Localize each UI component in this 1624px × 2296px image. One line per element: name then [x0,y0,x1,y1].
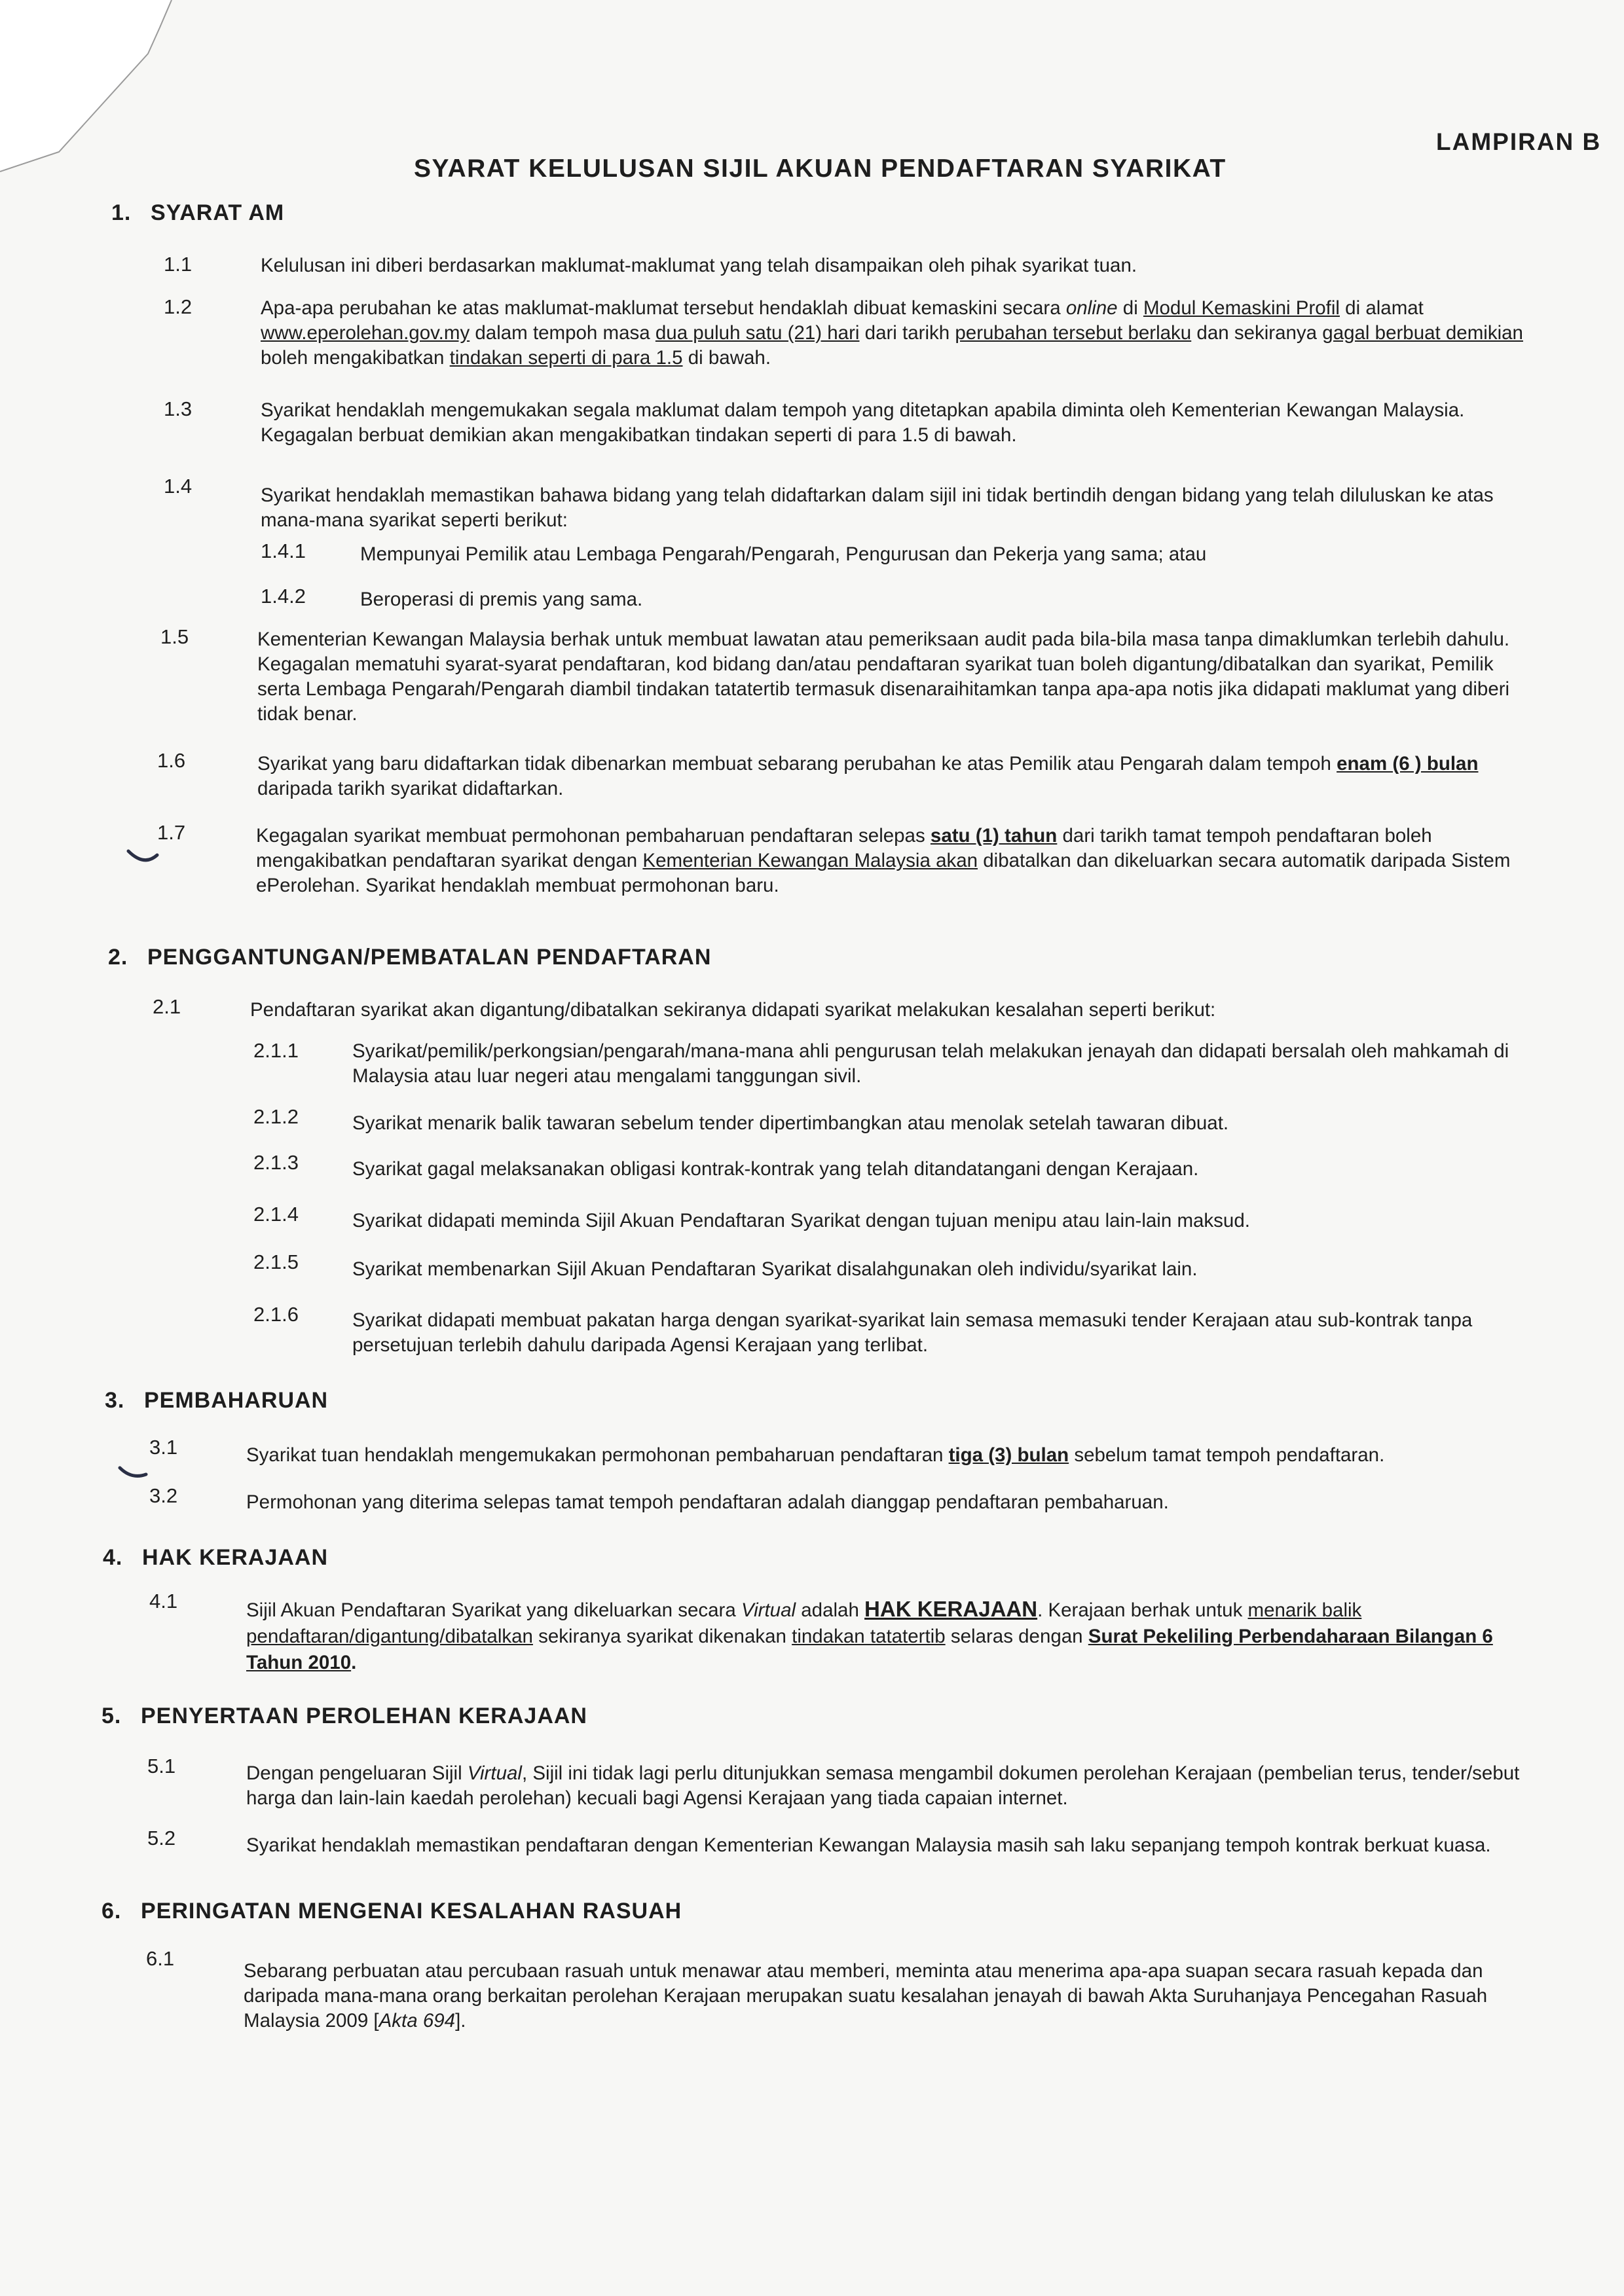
item-1-4-2-text: Beroperasi di premis yang sama. [360,589,643,610]
section-number: 6. [101,1899,122,1923]
item-2-1-6-number: 2.1.6 [253,1303,299,1326]
item-2-1-2-text: Syarikat menarik balik tawaran sebelum tender dipertimbangkan atau menolak setelah tawaran dibuat. [352,1112,1229,1134]
section-title: PERINGATAN MENGENAI KESALAHAN RASUAH [141,1899,682,1923]
item-2-1-3-text: Syarikat gagal melaksanakan obligasi kontrak-kontrak yang telah ditandatangani dengan Kerajaan. [352,1158,1199,1180]
item-3-1-text: Syarikat tuan hendaklah mengemukakan permohonan pembaharuan pendaftaran tiga (3) bulan sebelum tamat tempoh pendaftaran. [246,1444,1385,1466]
item-1-4-number: 1.4 [164,475,193,498]
item-2-1-1-number: 2.1.1 [253,1039,299,1062]
section-title: PEMBAHARUAN [144,1388,329,1413]
item-5-1-text: Dengan pengeluaran Sijil Virtual, Sijil ini tidak lagi perlu ditunjukkan semasa mengambil dokumen perolehan Kerajaan (pembelian terus, tender/sebut harga dan lain-lain kaedah perolehan) kecuali bagi Agensi Kerajaan yang tiada capaian internet. [246,1762,1520,1809]
item-1-5-text: Kementerian Kewangan Malaysia berhak untuk membuat lawatan atau pemeriksaan audit pada bila-bila masa tanpa dimaklumkan terlebih dahulu. Kegagalan mematuhi syarat-syarat pendaftaran, kod bidang dan/atau pendaftaran syarikat tuan boleh digantung/dibatalkan dan syarikat, Pemilik serta Lembaga Pengarah/Pengarah diambil tindakan tatatertib termasuk disenaraihitamkan tanpa apa-apa notis jika didapati maklumat yang diberi tidak benar. [257,629,1510,725]
appendix-label: LAMPIRAN B [1436,128,1602,155]
item-4-1-number: 4.1 [149,1590,178,1613]
item-2-1-5-number: 2.1.5 [253,1250,299,1273]
eperolehan-url[interactable]: www.eperolehan.gov.my [261,322,470,344]
item-5-2-number: 5.2 [147,1827,176,1850]
item-2-1-text: Pendaftaran syarikat akan digantung/dibatalkan sekiranya didapati syarikat melakukan kesalahan seperti berikut: [250,999,1216,1021]
item-3-1-number: 3.1 [149,1436,178,1459]
item-2-1-6-text: Syarikat didapati membuat pakatan harga dengan syarikat-syarikat lain semasa memasuki tender Kerajaan atau sub-kontrak tanpa persetujuan terlebih dahulu daripada Agensi Kerajaan yang terlibat. [352,1309,1473,1356]
item-1-3-number: 1.3 [164,397,193,420]
item-1-2-text: Apa-apa perubahan ke atas maklumat-maklumat tersebut hendaklah dibuat kemaskini secara online di Modul Kemaskini Profil di alamat www.eperolehan.gov.my dalam tempoh masa dua puluh satu (21) hari dari tarikh perubahan tersebut berlaku dan sekiranya gagal berbuat demikian boleh mengakibatkan tindakan seperti di para 1.5 di bawah. [261,297,1523,369]
item-1-4-2-number: 1.4.2 [261,585,306,608]
item-5-2-text: Syarikat hendaklah memastikan pendaftaran dengan Kementerian Kewangan Malaysia masih sah laku sepanjang tempoh kontrak berkuat kuasa. [246,1834,1491,1856]
item-1-4-1-text: Mempunyai Pemilik atau Lembaga Pengarah/Pengarah, Pengurusan dan Pekerja yang sama; atau [360,543,1207,565]
section-title: HAK KERAJAAN [142,1545,329,1570]
document-title: SYARAT KELULUSAN SIJIL AKUAN PENDAFTARAN SYARIKAT [414,155,1227,183]
item-1-2-number: 1.2 [164,295,193,318]
section-3-heading [105,1388,328,1413]
item-1-3-text: Syarikat hendaklah mengemukakan segala maklumat dalam tempoh yang ditetapkan apabila diminta oleh Kementerian Kewangan Malaysia. Kegagalan berbuat demikian akan mengakibatkan tindakan seperti di para 1.5 di bawah. [261,399,1465,446]
section-title: PENYERTAAN PEROLEHAN KERAJAAN [141,1704,587,1728]
item-3-2-number: 3.2 [149,1484,178,1507]
item-6-1-text: Sebarang perbuatan atau percubaan rasuah untuk menawar atau memberi, meminta atau menerima apa-apa suapan secara rasuah kepada dan daripada mana-mana orang berkaitan perolehan Kerajaan merupakan suatu kesalahan jenayah di bawah Akta Suruhanjaya Pencegahan Rasuah Malaysia 2009 [Akta 694]. [244,1960,1488,2032]
section-number: 2. [108,945,128,970]
item-1-4-1-number: 1.4.1 [261,539,306,562]
item-1-6-text: Syarikat yang baru didaftarkan tidak dibenarkan membuat sebarang perubahan ke atas Pemilik atau Pengarah dalam tempoh enam (6 ) bulan daripada tarikh syarikat didaftarkan. [257,753,1479,799]
item-2-1-4-number: 2.1.4 [253,1203,299,1226]
section-number: 5. [101,1704,122,1728]
section-number: 4. [103,1545,123,1570]
item-5-1-number: 5.1 [147,1755,176,1777]
item-2-1-number: 2.1 [153,995,181,1018]
page-corner-fold [0,0,196,216]
section-number: 3. [105,1388,125,1413]
item-6-1-number: 6.1 [146,1947,175,1970]
item-1-6-number: 1.6 [157,749,186,772]
section-1-heading [111,200,284,226]
section-5-heading [101,1704,587,1729]
item-1-1-number: 1.1 [164,253,193,276]
item-3-2-text: Permohonan yang diterima selepas tamat tempoh pendaftaran adalah dianggap pendaftaran pembaharuan. [246,1491,1169,1513]
section-number: 1. [111,200,132,225]
section-6-heading [101,1899,682,1924]
item-2-1-5-text: Syarikat membenarkan Sijil Akuan Pendaftaran Syarikat disalahgunakan oleh individu/syarikat lain. [352,1258,1198,1280]
section-title: SYARAT AM [151,200,285,225]
item-2-1-4-text: Syarikat didapati meminda Sijil Akuan Pendaftaran Syarikat dengan tujuan menipu atau lain-lain maksud. [352,1210,1250,1231]
section-2-heading [108,945,711,970]
section-4-heading [103,1545,328,1571]
item-1-4-text: Syarikat hendaklah memastikan bahawa bidang yang telah didaftarkan dalam sijil ini tidak bertindih dengan bidang yang telah diluluskan ke atas mana-mana syarikat seperti berikut: [261,484,1494,531]
item-1-7-number: 1.7 [157,821,186,844]
item-1-7-text: Kegagalan syarikat membuat permohonan pembaharuan pendaftaran selepas satu (1) tahun dari tarikh tamat tempoh pendaftaran boleh mengakibatkan pendaftaran syarikat dengan Kementerian Kewangan Malaysia akan dibatalkan dan dikeluarkan secara automatik daripada Sistem ePerolehan. Syarikat hendaklah membuat permohonan baru. [256,825,1511,896]
item-2-1-3-number: 2.1.3 [253,1151,299,1174]
item-4-1-text: Sijil Akuan Pendaftaran Syarikat yang dikeluarkan secara Virtual adalah HAK KERAJAAN. Kerajaan berhak untuk menarik balik pendaftaran/digantung/dibatalkan sekiranya syarikat dikenakan tindakan tatatertib selaras dengan Surat Pekeliling Perbendaharaan Bilangan 6 Tahun 2010. [246,1597,1493,1673]
item-1-1-text: Kelulusan ini diberi berdasarkan maklumat-maklumat yang telah disampaikan oleh pihak syarikat tuan. [261,255,1137,276]
item-1-5-number: 1.5 [160,625,189,648]
item-2-1-2-number: 2.1.2 [253,1105,299,1128]
item-2-1-1-text: Syarikat/pemilik/perkongsian/pengarah/mana-mana ahli pengurusan telah melakukan jenayah dan didapati bersalah oleh mahkamah di Malaysia atau luar negeri atau mengalami tanggungan sivil. [352,1040,1509,1087]
section-title: PENGGANTUNGAN/PEMBATALAN PENDAFTARAN [147,945,712,970]
modul-link: Modul Kemaskini Profil [1143,297,1340,319]
